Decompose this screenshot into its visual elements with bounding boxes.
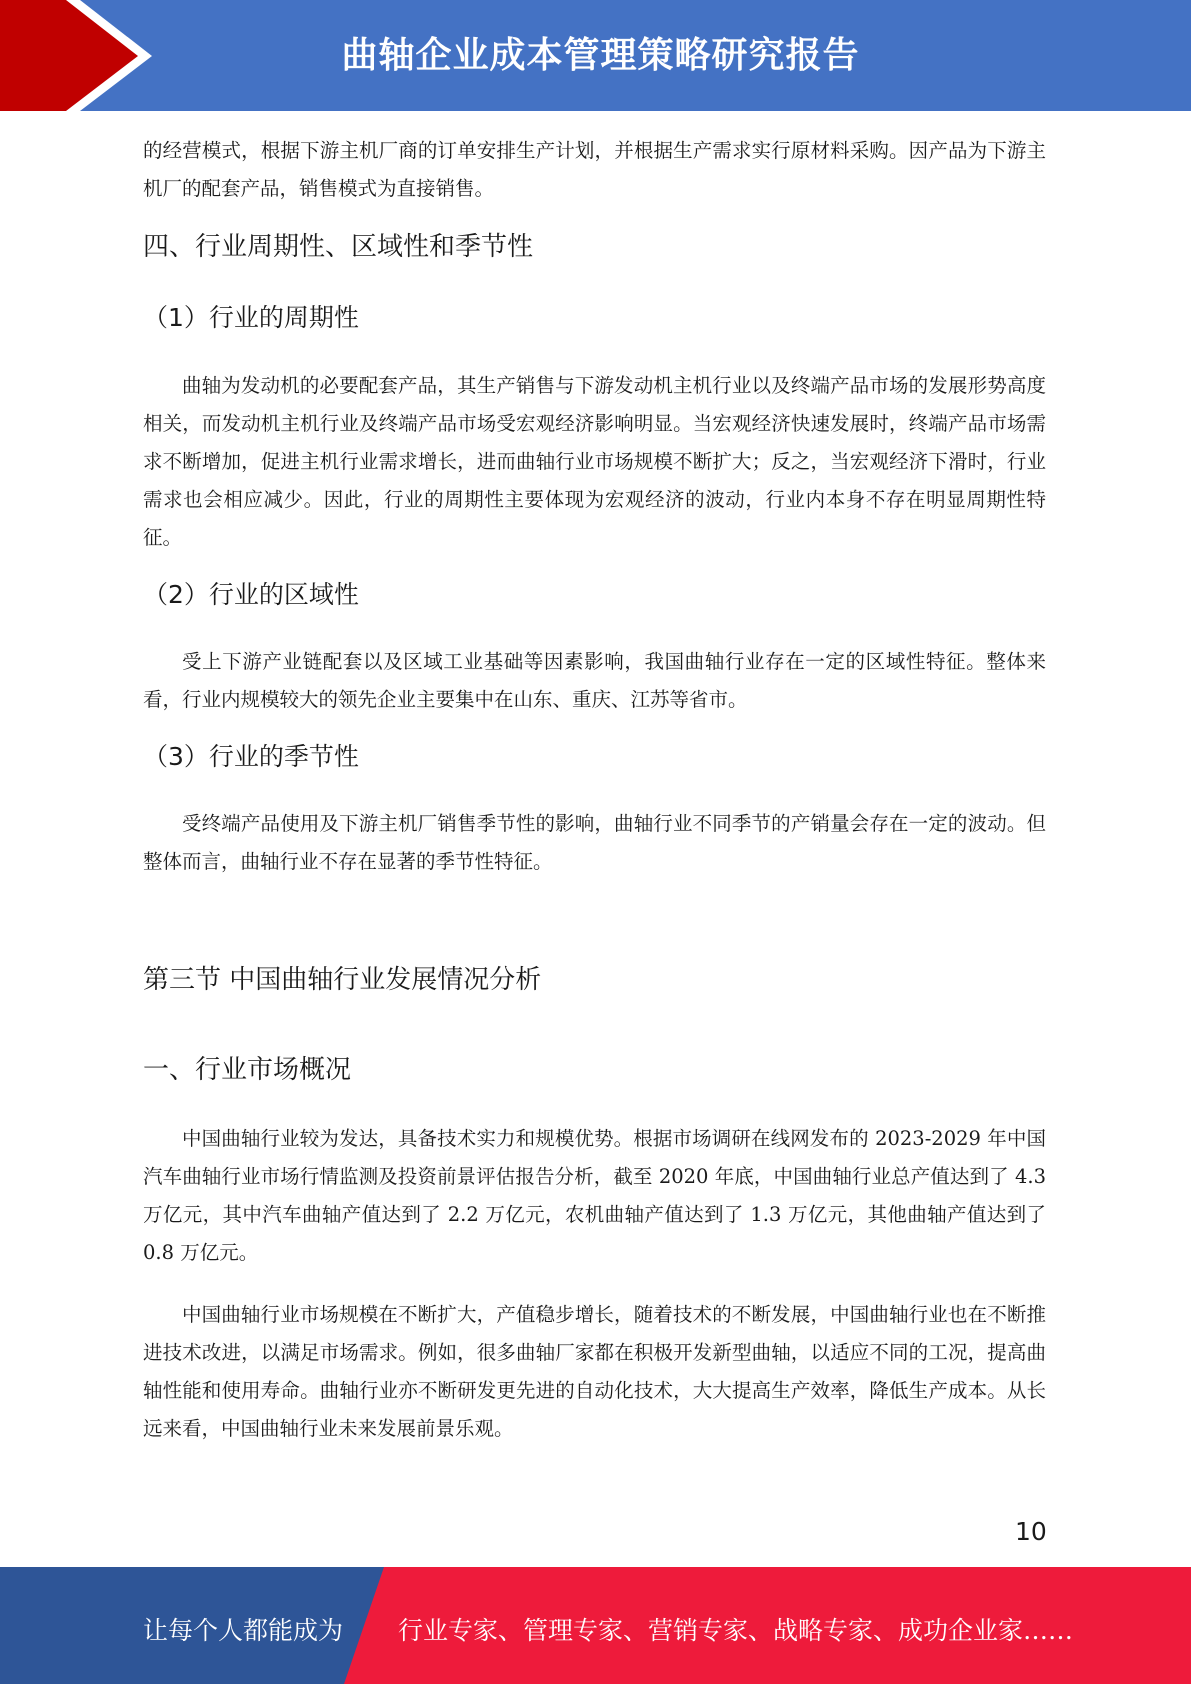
- section4-heading: 四、行业周期性、区域性和季节性: [143, 232, 534, 262]
- part1-heading: 一、行业市场概况: [143, 1055, 352, 1085]
- sub2-heading: （2）行业的区域性: [143, 580, 359, 609]
- sub1-paragraph: 曲轴为发动机的必要配套产品，其生产销售与下游发动机主机行业以及终端产品市场的发展形势高度相关，而发动机主机行业及终端产品市场受宏观经济影响明显。当宏观经济快速发展时，终端产品市场需求不断增加，促进主机行业需求增长，进而曲轴行业市场规模不断扩大；反之，当宏观经济下滑时，行业需求也会相应减少。因此，行业的周期性主要体现为宏观经济的波动，行业内本身不存在明显周期性特征。: [143, 374, 1046, 549]
- part1-paragraph-1: 中国曲轴行业较为发达，具备技术实力和规模优势。根据市场调研在线网发布的 2023-2029 年中国汽车曲轴行业市场行情监测及投资前景评估报告分析，截至 2020 年底，中国曲轴行业总产值达到了 4.3 万亿元，其中汽车曲轴产值达到了 2.2 万亿元，农机曲轴产值达到了 1.3 万亿元，其他曲轴产值达到了 0.8 万亿元。: [143, 1127, 1046, 1264]
- footer-slogan-right: 行业专家、管理专家、营销专家、战略专家、成功企业家……: [398, 1616, 1074, 1645]
- sub3-heading: （3）行业的季节性: [143, 742, 359, 771]
- page-number: 10: [1015, 1517, 1047, 1546]
- sub3-paragraph: 受终端产品使用及下游主机厂销售季节性的影响，曲轴行业不同季节的产销量会存在一定的波动。但整体而言，曲轴行业不存在显著的季节性特征。: [143, 812, 1046, 873]
- footer-slogan-left: 让每个人都能成为: [143, 1616, 344, 1645]
- page-body: [143, 132, 1046, 1448]
- part1-paragraph-2: 中国曲轴行业市场规模在不断扩大，产值稳步增长，随着技术的不断发展，中国曲轴行业也在不断推进技术改进，以满足市场需求。例如，很多曲轴厂家都在积极开发新型曲轴，以适应不同的工况，提高曲轴性能和使用寿命。曲轴行业亦不断研发更先进的自动化技术，大大提高生产效率，降低生产成本。从长远来看，中国曲轴行业未来发展前景乐观。: [143, 1303, 1046, 1440]
- page-footer: [0, 1567, 1191, 1684]
- sub1-heading: （1）行业的周期性: [143, 303, 359, 332]
- intro-paragraph: 的经营模式，根据下游主机厂商的订单安排生产计划，并根据生产需求实行原材料采购。因产品为下游主机厂的配套产品，销售模式为直接销售。: [143, 139, 1046, 200]
- page-header: [0, 0, 1191, 111]
- sub2-paragraph: 受上下游产业链配套以及区域工业基础等因素影响，我国曲轴行业存在一定的区域性特征。整体来看，行业内规模较大的领先企业主要集中在山东、重庆、江苏等省市。: [143, 650, 1046, 711]
- report-title: 曲轴企业成本管理策略研究报告: [341, 35, 860, 76]
- section-heading: 第三节 中国曲轴行业发展情况分析: [143, 965, 542, 995]
